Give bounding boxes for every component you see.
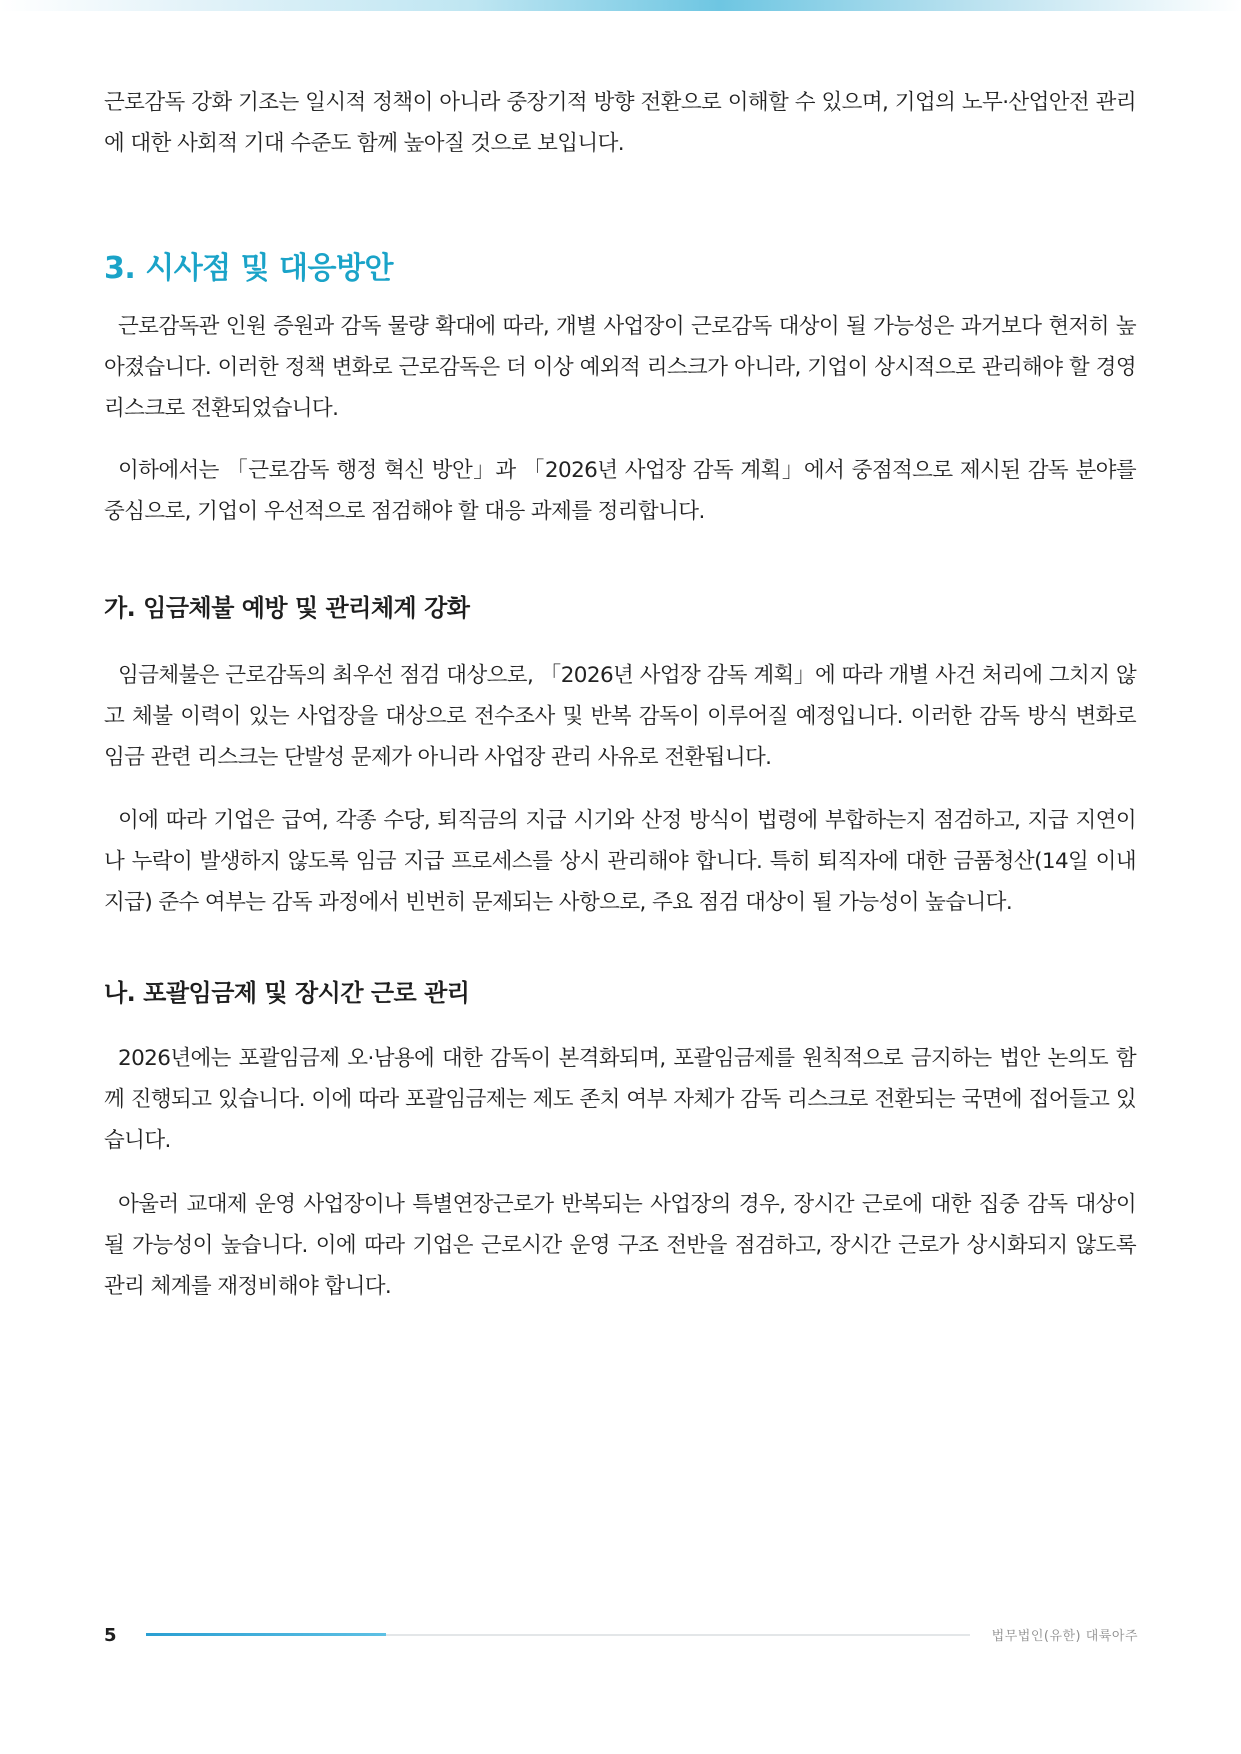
subsection-paragraph: 2026년에는 포괄임금제 오·남용에 대한 감독이 본격화되며, 포괄임금제를 원칙적으로 금지하는 법안 논의도 함께 진행되고 있습니다. 이에 따라 포괄임금제는 제도 존치 여부 자체가 감독 리스크로 전환되는 국면에 접어들고 있습니다. [104,1046,1136,1153]
subsection-heading: 가. 임금체불 예방 및 관리체계 강화 [104,594,470,622]
page-number: 5 [104,1625,117,1646]
section-heading: 3. 시사점 및 대응방안 [104,251,393,286]
subsection-heading: 나. 포괄임금제 및 장시간 근로 관리 [104,979,470,1007]
subsection-paragraph: 이에 따라 기업은 급여, 각종 수당, 퇴직금의 지급 시기와 산정 방식이 법령에 부합하는지 점검하고, 지급 지연이나 누락이 발생하지 않도록 임금 지급 프로세스를 상시 관리해야 합니다. 특히 퇴직자에 대한 금품청산(14일 이내 지급) 준수 여부는 감독 과정에서 빈번히 문제되는 사항으로, 주요 점검 대상이 될 가능성이 높습니다. [104,808,1136,915]
footer-divider-accent [146,1633,386,1636]
section-paragraph: 근로감독관 인원 증원과 감독 물량 확대에 따라, 개별 사업장이 근로감독 대상이 될 가능성은 과거보다 현저히 높아졌습니다. 이러한 정책 변화로 근로감독은 더 이상 예외적 리스크가 아니라, 기업이 상시적으로 관리해야 할 경영 리스크로 전환되었습니다. [104,314,1136,421]
firm-name: 법무법인(유한) 대륙아주 [991,1629,1138,1644]
section-paragraph: 이하에서는 「근로감독 행정 혁신 방안」과 「2026년 사업장 감독 계획」에서 중점적으로 제시된 감독 분야를 중심으로, 기업이 우선적으로 점검해야 할 대응 과제를 정리합니다. [104,458,1136,524]
subsection-paragraph: 임금체불은 근로감독의 최우선 점검 대상으로, 「2026년 사업장 감독 계획」에 따라 개별 사건 처리에 그치지 않고 체불 이력이 있는 사업장을 대상으로 전수조사 및 반복 감독이 이루어질 예정입니다. 이러한 감독 방식 변화로 임금 관련 리스크는 단발성 문제가 아니라 사업장 관리 사유로 전환됩니다. [104,663,1136,770]
subsection-paragraph: 아울러 교대제 운영 사업장이나 특별연장근로가 반복되는 사업장의 경우, 장시간 근로에 대한 집중 감독 대상이 될 가능성이 높습니다. 이에 따라 기업은 근로시간 운영 구조 전반을 점검하고, 장시간 근로가 상시화되지 않도록 관리 체계를 재정비해야 합니다. [104,1192,1136,1299]
intro-paragraph: 근로감독 강화 기조는 일시적 정책이 아니라 중장기적 방향 전환으로 이해할 수 있으며, 기업의 노무·산업안전 관리에 대한 사회적 기대 수준도 함께 높아질 것으로 보입니다. [104,90,1136,156]
top-accent-bar [0,0,1241,11]
